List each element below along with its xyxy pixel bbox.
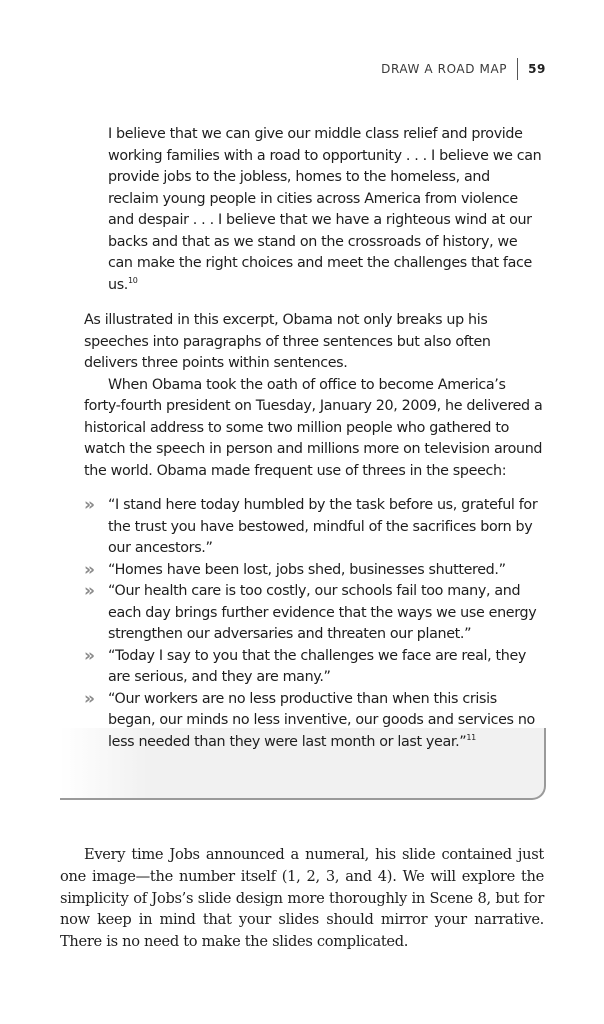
bullet-chevron-icon: » — [84, 688, 95, 709]
list-item — [84, 560, 544, 582]
list-item-text: “Our health care is too costly, our schools fail too many, and each day brings further evidence that the ways we use energy strengthen our adversaries and threaten our planet.” — [108, 583, 537, 642]
header-divider — [517, 58, 518, 80]
sidebar-paragraph-1: As illustrated in this excerpt, Obama not only breaks up his speeches into paragraphs of three sentences but also often delivers three points within sentences. — [84, 312, 491, 371]
sidebar-paragraph-2: When Obama took the oath of office to become America’s forty-fourth president on Tuesday, January 20, 2009, he delivered a historical address to some two million people who gathered to watch the speech in person and millions more on television around the world. Obama made frequent use of threes in the speech: — [84, 376, 543, 479]
list-item — [84, 495, 544, 560]
bullet-chevron-icon: » — [84, 581, 95, 601]
page-number: 59 — [528, 62, 546, 76]
list-item-text: “Our workers are no less productive than when this crisis began, our minds no less inventive, our goods and services no less needed than they were last month or last year.” — [108, 690, 535, 750]
bullet-chevron-icon: » — [84, 495, 95, 515]
running-header — [381, 58, 546, 80]
footnote-ref-10: 10 — [128, 275, 138, 285]
sidebar-box — [84, 124, 544, 753]
list-item-text: “Homes have been lost, jobs shed, businesses shuttered.” — [108, 561, 506, 578]
footnote-ref-11: 11 — [466, 732, 476, 742]
quote-list — [84, 495, 544, 753]
list-item — [84, 581, 544, 646]
list-item-text: “Today I say to you that the challenges we face are real, they are serious, and they are many.” — [108, 647, 527, 685]
body-paragraph-text: Every time Jobs announced a numeral, his slide contained just one image—the number itself (1, 2, 3, and 4). We will explore the simplicity of Jobs’s slide design more thoroughly in Scene 8, but for now keep in mind that your slides should mirror your narrative. There is no need to make the slides complicated. — [60, 846, 544, 951]
list-item — [84, 646, 544, 689]
list-item-text: “I stand here today humbled by the task before us, grateful for the trust you have bestowed, mindful of the sacrifices born by our ancestors.” — [108, 497, 538, 556]
body-paragraph — [60, 844, 544, 953]
bullet-chevron-icon: » — [84, 559, 95, 580]
bullet-chevron-icon: » — [84, 645, 95, 666]
block-quote — [84, 124, 544, 296]
list-item — [84, 689, 544, 754]
block-quote-text: I believe that we can give our middle class relief and provide working families with a road to opportunity . . . I believe we can provide jobs to the jobless, homes to the homeless, and reclaim young people in cities across America from violence and despair . . . I believe that we have a righteous wind at our backs and that as we stand on the crossroads of history, we can make the right choices and meet the challenges that face us. — [108, 126, 542, 293]
chapter-title: DRAW A ROAD MAP — [381, 62, 508, 76]
